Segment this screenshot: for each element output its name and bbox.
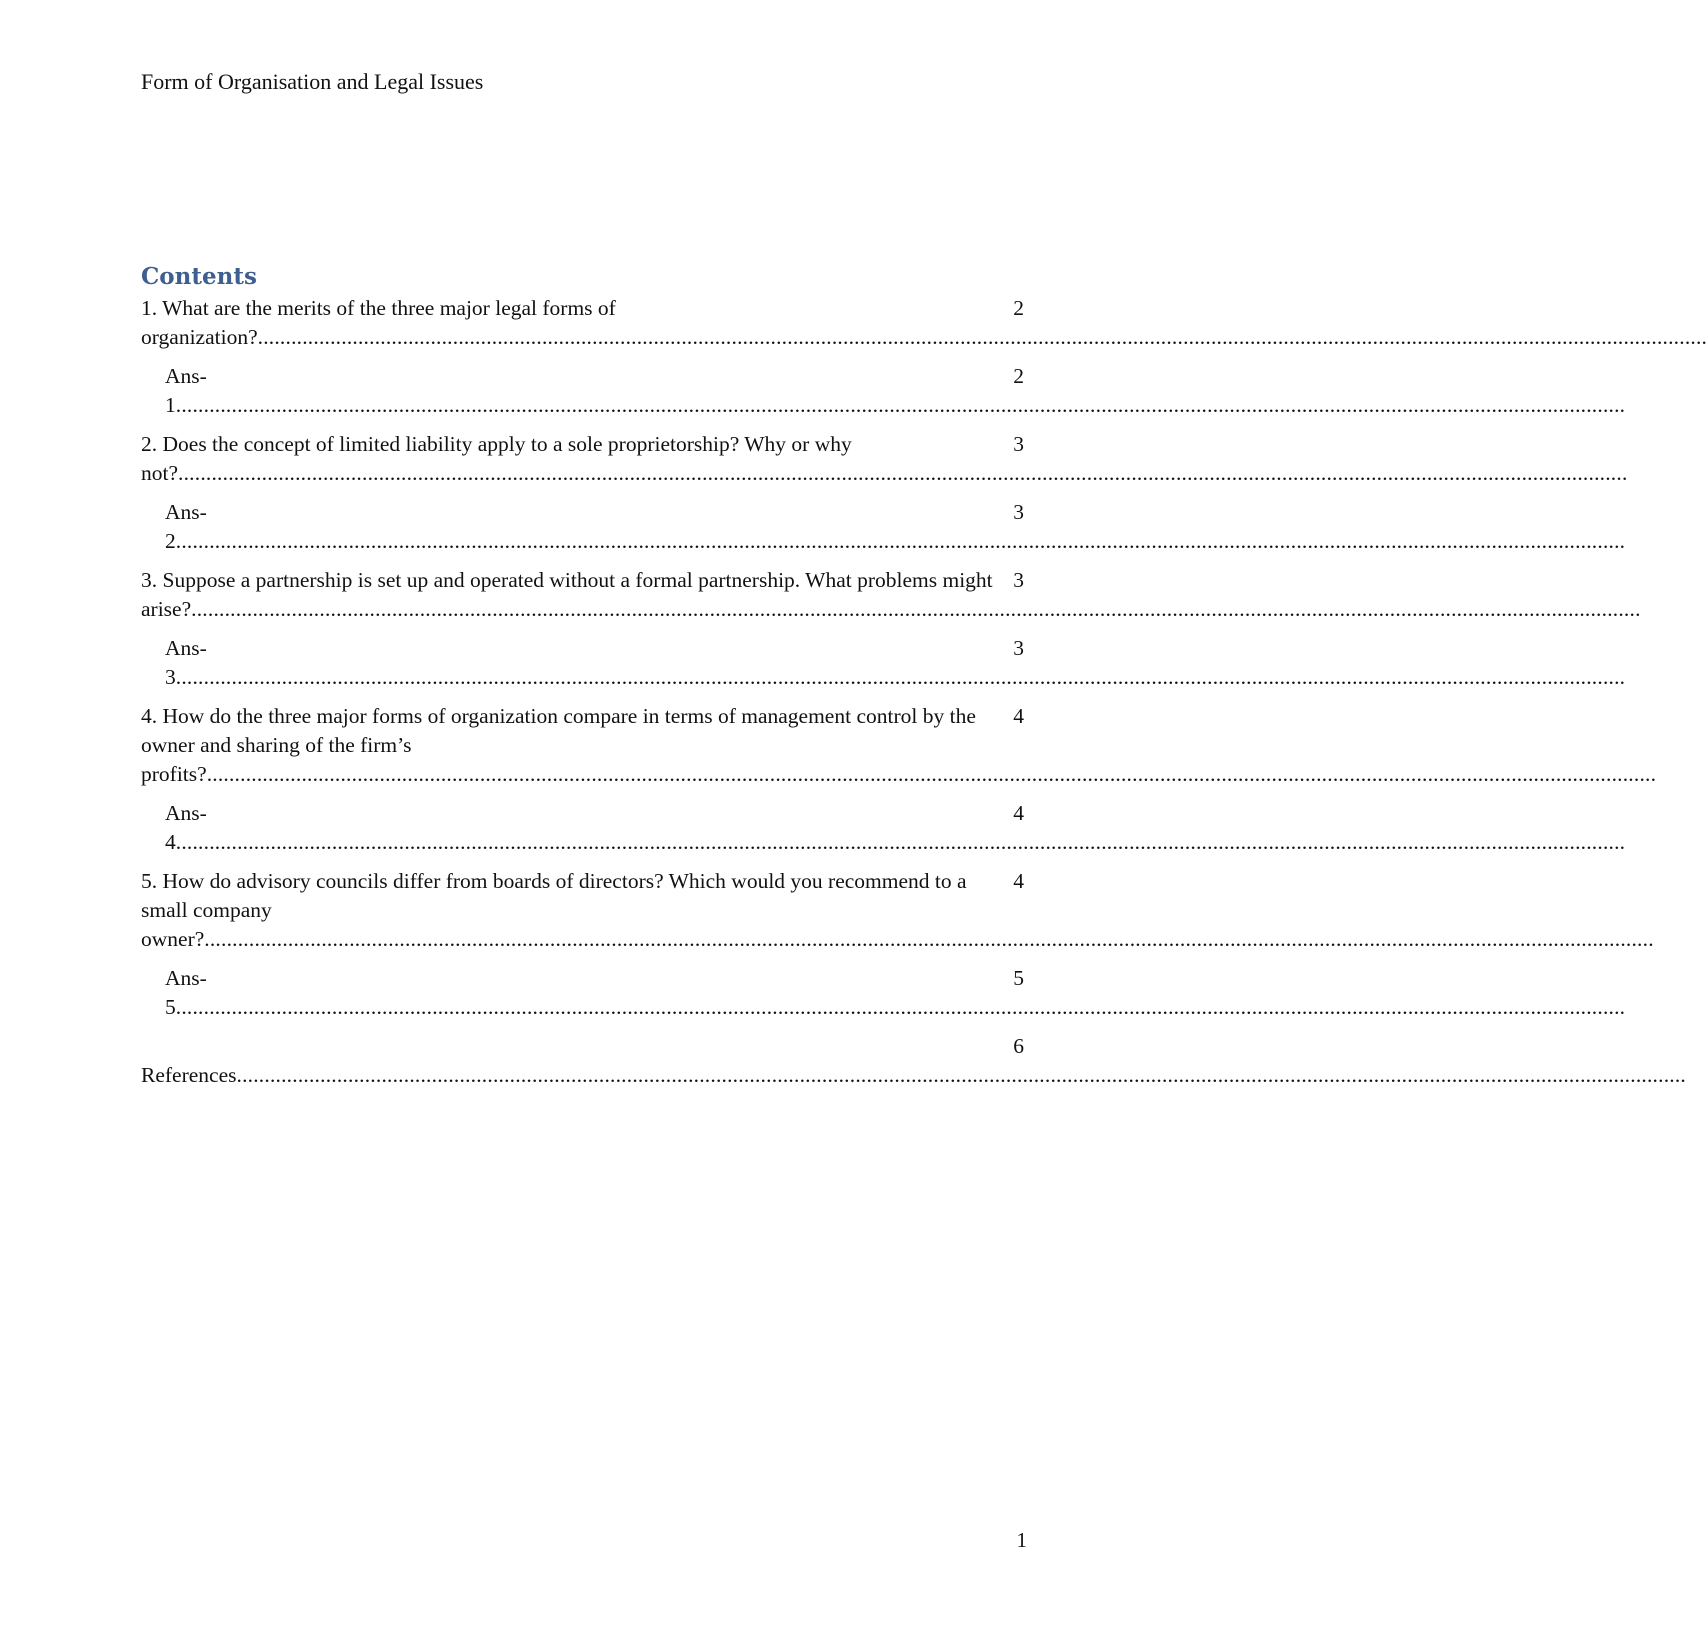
dot-leader: .................................................................................................................................................................................................................................................................... (175, 995, 1626, 1019)
running-header: Form of Organisation and Legal Issues (141, 69, 484, 94)
dot-leader: .................................................................................................................................................................................................................................................................... (206, 762, 1657, 786)
toc-page-number: 6 (1012, 1032, 1024, 1061)
toc-heading: Contents (141, 263, 257, 290)
toc-entry-text: Ans-5 (165, 966, 207, 1019)
toc-page-number: 2 (1012, 294, 1024, 323)
toc-entry[interactable] (141, 498, 1626, 556)
dot-leader: .................................................................................................................................................................................................................................................................... (191, 597, 1641, 621)
toc-entry[interactable] (141, 1032, 1686, 1090)
dot-leader: .................................................................................................................................................................................................................................................................... (175, 529, 1626, 553)
toc-page-number: 3 (1012, 430, 1024, 459)
toc-entry[interactable] (141, 294, 1707, 352)
toc-entry[interactable] (141, 702, 1657, 789)
toc-entry[interactable] (141, 867, 1654, 954)
toc-page-number: 4 (1012, 867, 1024, 896)
toc-entry-text: 2. Does the concept of limited liability apply to a sole proprietorship? Why or why not? (141, 432, 852, 485)
toc-page-number: 3 (1012, 498, 1024, 527)
toc-entry-text: References (141, 1063, 237, 1087)
dot-leader: .................................................................................................................................................................................................................................................................... (175, 830, 1626, 854)
table-of-contents (141, 262, 1707, 1100)
toc-entry[interactable] (141, 799, 1626, 857)
page-number: 1 (1016, 1528, 1027, 1552)
toc-page-number: 3 (1012, 634, 1024, 663)
toc-entry-text: 5. How do advisory councils differ from boards of directors? Which would you recommend to a small company owner? (141, 869, 967, 951)
toc-page-number: 5 (1012, 964, 1024, 993)
toc-page-number: 4 (1012, 799, 1024, 828)
toc-entry-text: Ans-2 (165, 500, 207, 553)
toc-entry-text: Ans-3 (165, 636, 207, 689)
toc-entry[interactable] (141, 566, 1641, 624)
dot-leader: .................................................................................................................................................................................................................................................................... (178, 461, 1628, 485)
dot-leader: .................................................................................................................................................................................................................................................................... (257, 325, 1707, 349)
toc-page-number: 2 (1012, 362, 1024, 391)
toc-entry-text: 4. How do the three major forms of organization compare in terms of management control by the owner and sharing of the firm’s profits? (141, 704, 976, 786)
toc-entry-text: Ans-4 (165, 801, 207, 854)
toc-entry[interactable] (141, 362, 1626, 420)
toc-page-number: 4 (1012, 702, 1024, 731)
toc-entry[interactable] (141, 430, 1628, 488)
dot-leader: .................................................................................................................................................................................................................................................................... (175, 393, 1626, 417)
toc-entry[interactable] (141, 964, 1626, 1022)
toc-entry-text: 1. What are the merits of the three major legal forms of organization? (141, 296, 616, 349)
toc-entry-text: Ans-1 (165, 364, 207, 417)
toc-page-number: 3 (1012, 566, 1024, 595)
toc-entry[interactable] (141, 634, 1626, 692)
dot-leader: .................................................................................................................................................................................................................................................................... (204, 927, 1654, 951)
toc-entry-text: 3. Suppose a partnership is set up and operated without a formal partnership. What problems might arise? (141, 568, 993, 621)
dot-leader: .................................................................................................................................................................................................................................................................... (175, 665, 1626, 689)
dot-leader: .................................................................................................................................................................................................................................................................... (236, 1063, 1686, 1087)
